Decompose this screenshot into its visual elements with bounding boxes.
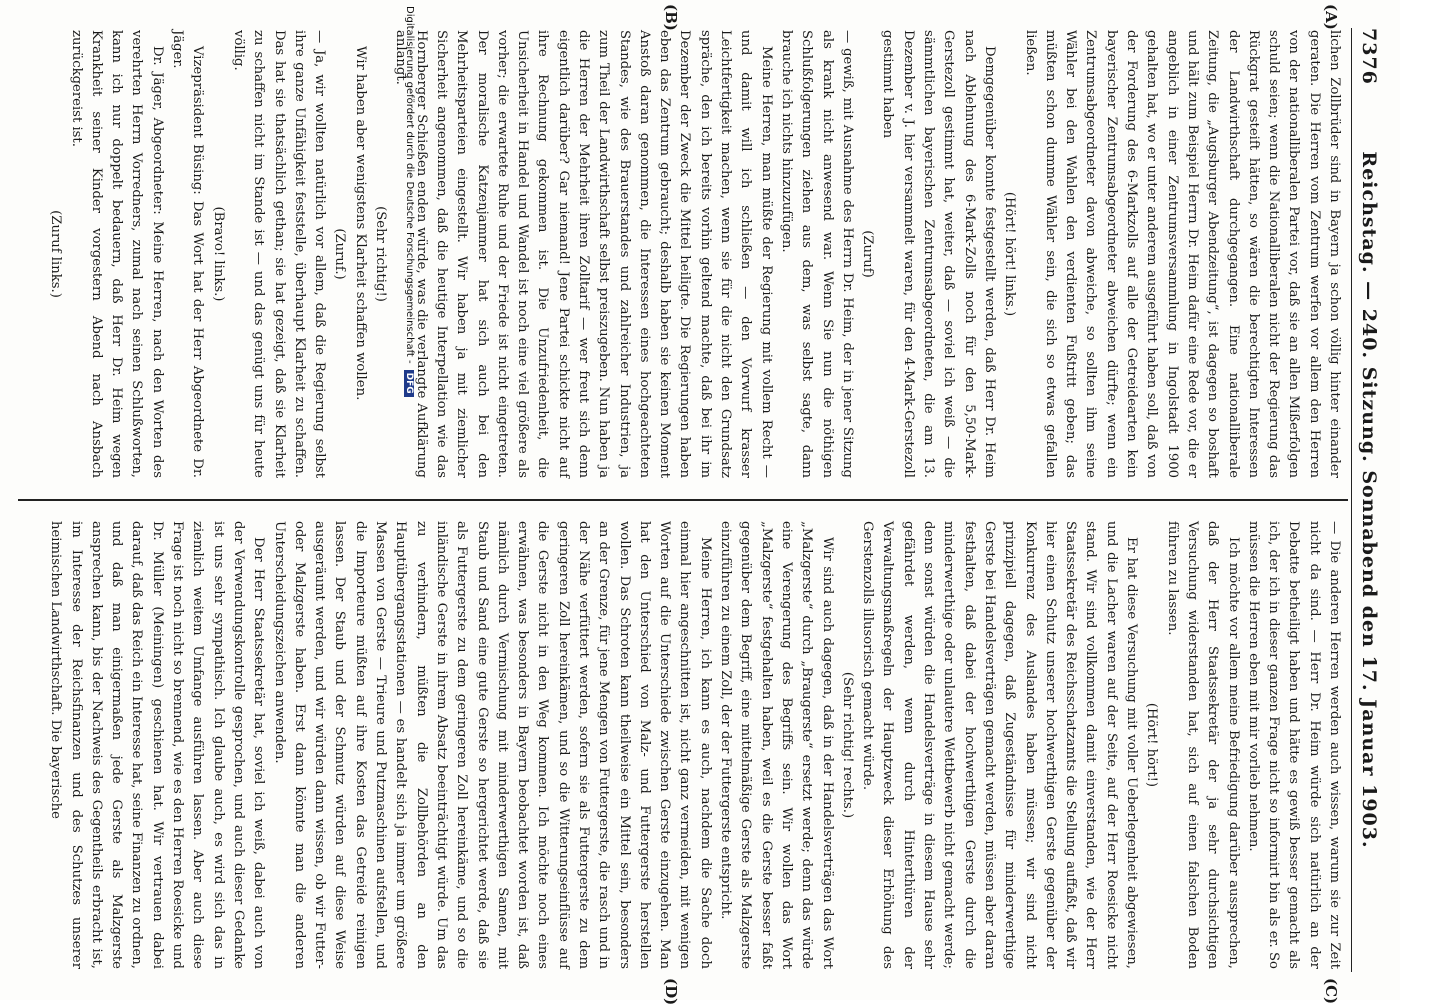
interjection: (Hört! hört! links.) (1002, 191, 1018, 317)
page-number: 7376 (1358, 28, 1380, 85)
interjection: (Bravo! links.) (210, 206, 226, 302)
paragraph: Meine Herren, man müßte der Regierung mit vollem Recht — und damit will ich schließen — den Vorwurf krasser Leichtfertigkeit machen, wenn sie für die nicht den Grundsatz spräche, den ich bereits vorhin geltend machte, daß bei ihr im Dezember der Zweck die Mittel heiligte. Die Regierungen haben eben das Zentrum gebraucht; deshalb haben sie keinen Moment Anstoß daran genommen, die Interessen eines hochgeachteten Standes, wie des Brauerstandes und zahlreicher Industrien, ja zum Theil der Landwirthschaft selbst preiszugeben. Nun haben ja die Herren der Mehrheit ihren Zolltarif — wer freut sich denn eigentlich darüber? Gar niemand! Jene Partei schickte nicht auf ihre Rechnung gekommen ist. Die Unzufriedenheit, die Unsicherheit in Handel und Wandel ist noch eine viel größere als vorher; die erwartete Ruhe und der Friede ist nicht eingetreten. Der moralische Katzenjammer hat sich auch bei den Mehrheitsparteien eingestellt. Wir haben ja mit ziemlicher Sicherheit angenommen, daß die heutige Interpellation wie das Hornberger Schießen enden würde, was die verlangte Aufklärung anlangt. (393, 30, 774, 478)
paragraph: — gewiß, mit Ausnahme des Herrn Dr. Heim, der in jener Sitzung als krank nicht anwesend war. Wenn Sie nun die nöthigen Schlußfolgerungen ziehen aus dem, was selbst sagte, dann brauche ich nichts hinzuzufügen. (778, 30, 855, 478)
margin-letter-b: (B) (662, 4, 680, 31)
paragraph: Wir haben aber wenigstens Klarheit schaffen wollen. (352, 46, 368, 401)
margin-letter-c: (C) (1322, 978, 1340, 1005)
margin-letter-d: (D) (662, 978, 680, 1005)
paragraph: Der Herr Staatssekretär hat, soviel ich weiß, dabei auch von der Verwendungskontrolle gesprochen, und auch dieser Gedanke ist uns sehr sympathisch. Ich glaube auch, es wird sich das in ziemlich weitem Umfange ausführen lassen. Aber auch diese Frage ist noch nicht so brennend, wie es den Herren Roesicke und Dr. Müller (Meiningen) geschienen hat. Wir vertrauen dabei darauf, daß das Reich ein Interesse hat, seine Finanzen zu ordnen, und daß man einigermaßen jede Gerste als Malzgerste ansprechen kann, bis der Nachweis des Gegentheils erbracht ist, im Interesse der Reichsfinanzen und des Schutzes unserer heimischen Landwirthschaft. Die bayerische (48, 521, 267, 969)
paragraph: — Ja, wir wollten natürlich vor allem, daß die Regierung selbst ihre ganze Unfähigkeit feststelle, überhaupt Klarheit zu schaffen. Das hat sie thatsächlich gethan; sie hat gezeigt, daß sie Klarheit zu schaffen nicht im Stande ist — und das genügt uns für heute völlig. (230, 30, 328, 478)
paragraph: Ich möchte vor allem meine Befriedigung darüber aussprechen, daß der Herr Staatssekretär der ja sehr durchsichtigen Versuchung widerstanden hat, sich auf einen falschen Boden führen zu lassen. (1164, 521, 1241, 969)
dfg-logo: DFG (404, 370, 414, 397)
left-column (45, 30, 1344, 478)
paragraph: — Die anderen Herren werden auch wissen, warum sie zur Zeit nicht da sind. — Herr Dr. Heim würde sich natürlich an der Debatte betheiligt haben und hätte es gewiß besser gemacht als ich, der ich in dieser ganzen Frage nicht so informirt bin als er. So müssen die Herren eben mit mir vorlieb nehmen. (1245, 521, 1342, 969)
paragraph: lichen Zollbrüder sind in Bayern ja schon völlig hinter einander geraten. Die Herren vom Zentrum werfen vor allem den Herren von der nationalliberalen Partei vor, daß sie an allen Mißerfolgen schuld seien; wenn die Nationalliberalen nicht der Regierung das Rückgrat gesteift hätten, so wären die berechtigten Interessen der Landwirthschaft durchgegangen. Eine nationalliberale Zeitung, die „Augsburger Abendzeitung“, ist dagegen so boshaft und hält zum Beispiel Herrn Dr. Heim dafür eine Rede vor, die er angeblich in einer Zentrumsversammlung in Ingolstadt 1900 gehalten hat, wo er unter anderem ausgeführt haben soll, daß von der Forderung des 6-Markzolls auf alle der Getreidearten kein bayerischer Zentrumsabgeordneter abweichen dürfte; wenn ein Zentrumsabgeordneter davon abweiche, so sollten ihm seine Wähler bei den Wahlen den verdienten Fußtritt geben; das müßten schon dumme Wähler sein, die sich so etwas gefallen ließen. (1022, 30, 1342, 478)
column-divider (18, 499, 1348, 501)
vice-president-line: Vizepräsident Büsing: Das Wort hat der Herr Abgeordnete Dr. Jäger. (170, 30, 206, 478)
right-column (45, 521, 1344, 969)
interjection: (Sehr richtig!) (373, 206, 389, 302)
interjection: (Zuruf links.) (48, 210, 64, 298)
speaker-block: Dr. Jäger, Abgeordneter: Meine Herren, nach den Worten des verehrten Herrn Vorredners, zumal nach seinen Schlußworten, kann ich nur doppelt bedauern, daß Herr Dr. Heim wegen Krankheit seiner Kinder vorgestern Abend nach Ansbach zurückgereist ist. (68, 30, 165, 478)
running-title: Reichstag. — 240. Sitzung. Sonnabend den 17. Januar 1903. (1358, 151, 1380, 849)
digitization-footer (401, 6, 415, 994)
footer-text: Digitalisierung gefördert durch die Deutsche Forschungsgemeinschaft - (404, 6, 415, 364)
interjection: (Zuruf) (860, 230, 876, 278)
interjection: (Hört! hört!) (1144, 702, 1160, 788)
margin-letter-a: (A) (1322, 4, 1340, 30)
paragraph: Er hat diese Versuchung mit voller Ueberlegenheit abgewiesen, und die Lacher waren auf der Seite, auf der Herr Roesicke nicht stand. Wir sind vollkommen damit einverstanden, wie der Herr Staatssekretär des Reichsschatzamts die Stellung auffaßt, daß wir hier einen Schutz unserer hochwerthigen Gerste gegenüber der Konkurrenz des Auslandes haben müssen; wir sind nicht prinzipiell dagegen, daß Zugeständnisse für minderwerthige Gerste bei Handelsverträgen gemacht werden, müssen aber daran festhalten, daß dabei der hochwerthigen Gerste durch die minderwerthige oder unlautere Wettbewerb nicht gemacht werde; denn sonst würden die Handelsverträge in diesem Hause sehr gefährdet werden, wenn durch Hinterthüren der Verwaltungsmaßregeln der Hauptzweck dieser Erhöhung des Gerstenzolls illusorisch gemacht würde. (860, 521, 1140, 969)
paragraph: Meine Herren, ich kann es auch, nachdem die Sache doch einmal hier angeschnitten ist, nicht ganz vermeiden, mit wenigen Worten auf die Unterschiede zwischen Gerste einzugehen. Man hat den Unterschied von Malz- und Futtergerste herstellen wollen. Das Schroten kann theilweise ein Mittel sein, besonders an der Grenze, für jene Mengen von Futtergerste, die rasch und in der Nähe verfüttert werden, sofern sie als Futtergerste zu dem geringeren Zoll hereinkämen, und so die Witterungseinflüsse auf die Gerste nicht in den Weg kommen. Ich möchte noch eines erwähnen, was besonders in Bayern beobachtet worden ist, daß nämlich durch Vermischung mit minderwerthigen Samen, mit Staub und Sand eine gute Gerste so hergerichtet werde, daß sie als Futtergerste zu dem geringeren Zoll hereinkäme, und so die inländische Gerste in ihrem Absatz beeinträchtigt würde. Um das zu verhindern, müßten die Zollbehörden an den Hauptübergangsstationen — es handelt sich ja immer um größere Massen von Gerste — Trieure und Putzmaschinen aufstellen, und die Importeure müßten auf ihre Kosten das Getreide reinigen lassen. Der Staub und der Schmutz würden auf diese Weise ausgeräumt werden, und wir würden dann wissen, ob wir Futter- oder Malzgerste haben. Erst dann könnte man die anderen Unterscheidungszeichen anwenden. (271, 521, 713, 969)
page-header (1351, 28, 1382, 972)
paragraph: Wir sind auch dagegen, daß in der Handelsverträgen das Wort „Malzgerste“ durch „Braugerste“ ersetzt werde; denn das würde eine Verengerung des Begriffs sein. Wir wollen das Wort „Malzgerste“ festgehalten haben, weil es die Gerste besser faßt gegenüber dem Begriff, eine mittelmäßige Gerste als Malzgerste einzuführen zu einem Zoll, der der Futtergerste entspricht. (718, 521, 835, 969)
paragraph: Demgegenüber konnte festgestellt werden, daß Herr Dr. Heim nach Ablehnung des 6-Mark-Zolls noch für den 5,50-Mark-Gerstezoll gestimmt hat, weiter, daß — soviel ich weiß — die sämmtlichen bayerischen Zentrumsabgeordneten, die am 13. Dezember v. J. hier versammelt waren, für den 4-Mark-Gerstezoll gestimmt haben (880, 30, 997, 478)
interjection: (Sehr richtig! rechts.) (839, 671, 855, 819)
interjection: (Zuruf.) (332, 228, 348, 280)
